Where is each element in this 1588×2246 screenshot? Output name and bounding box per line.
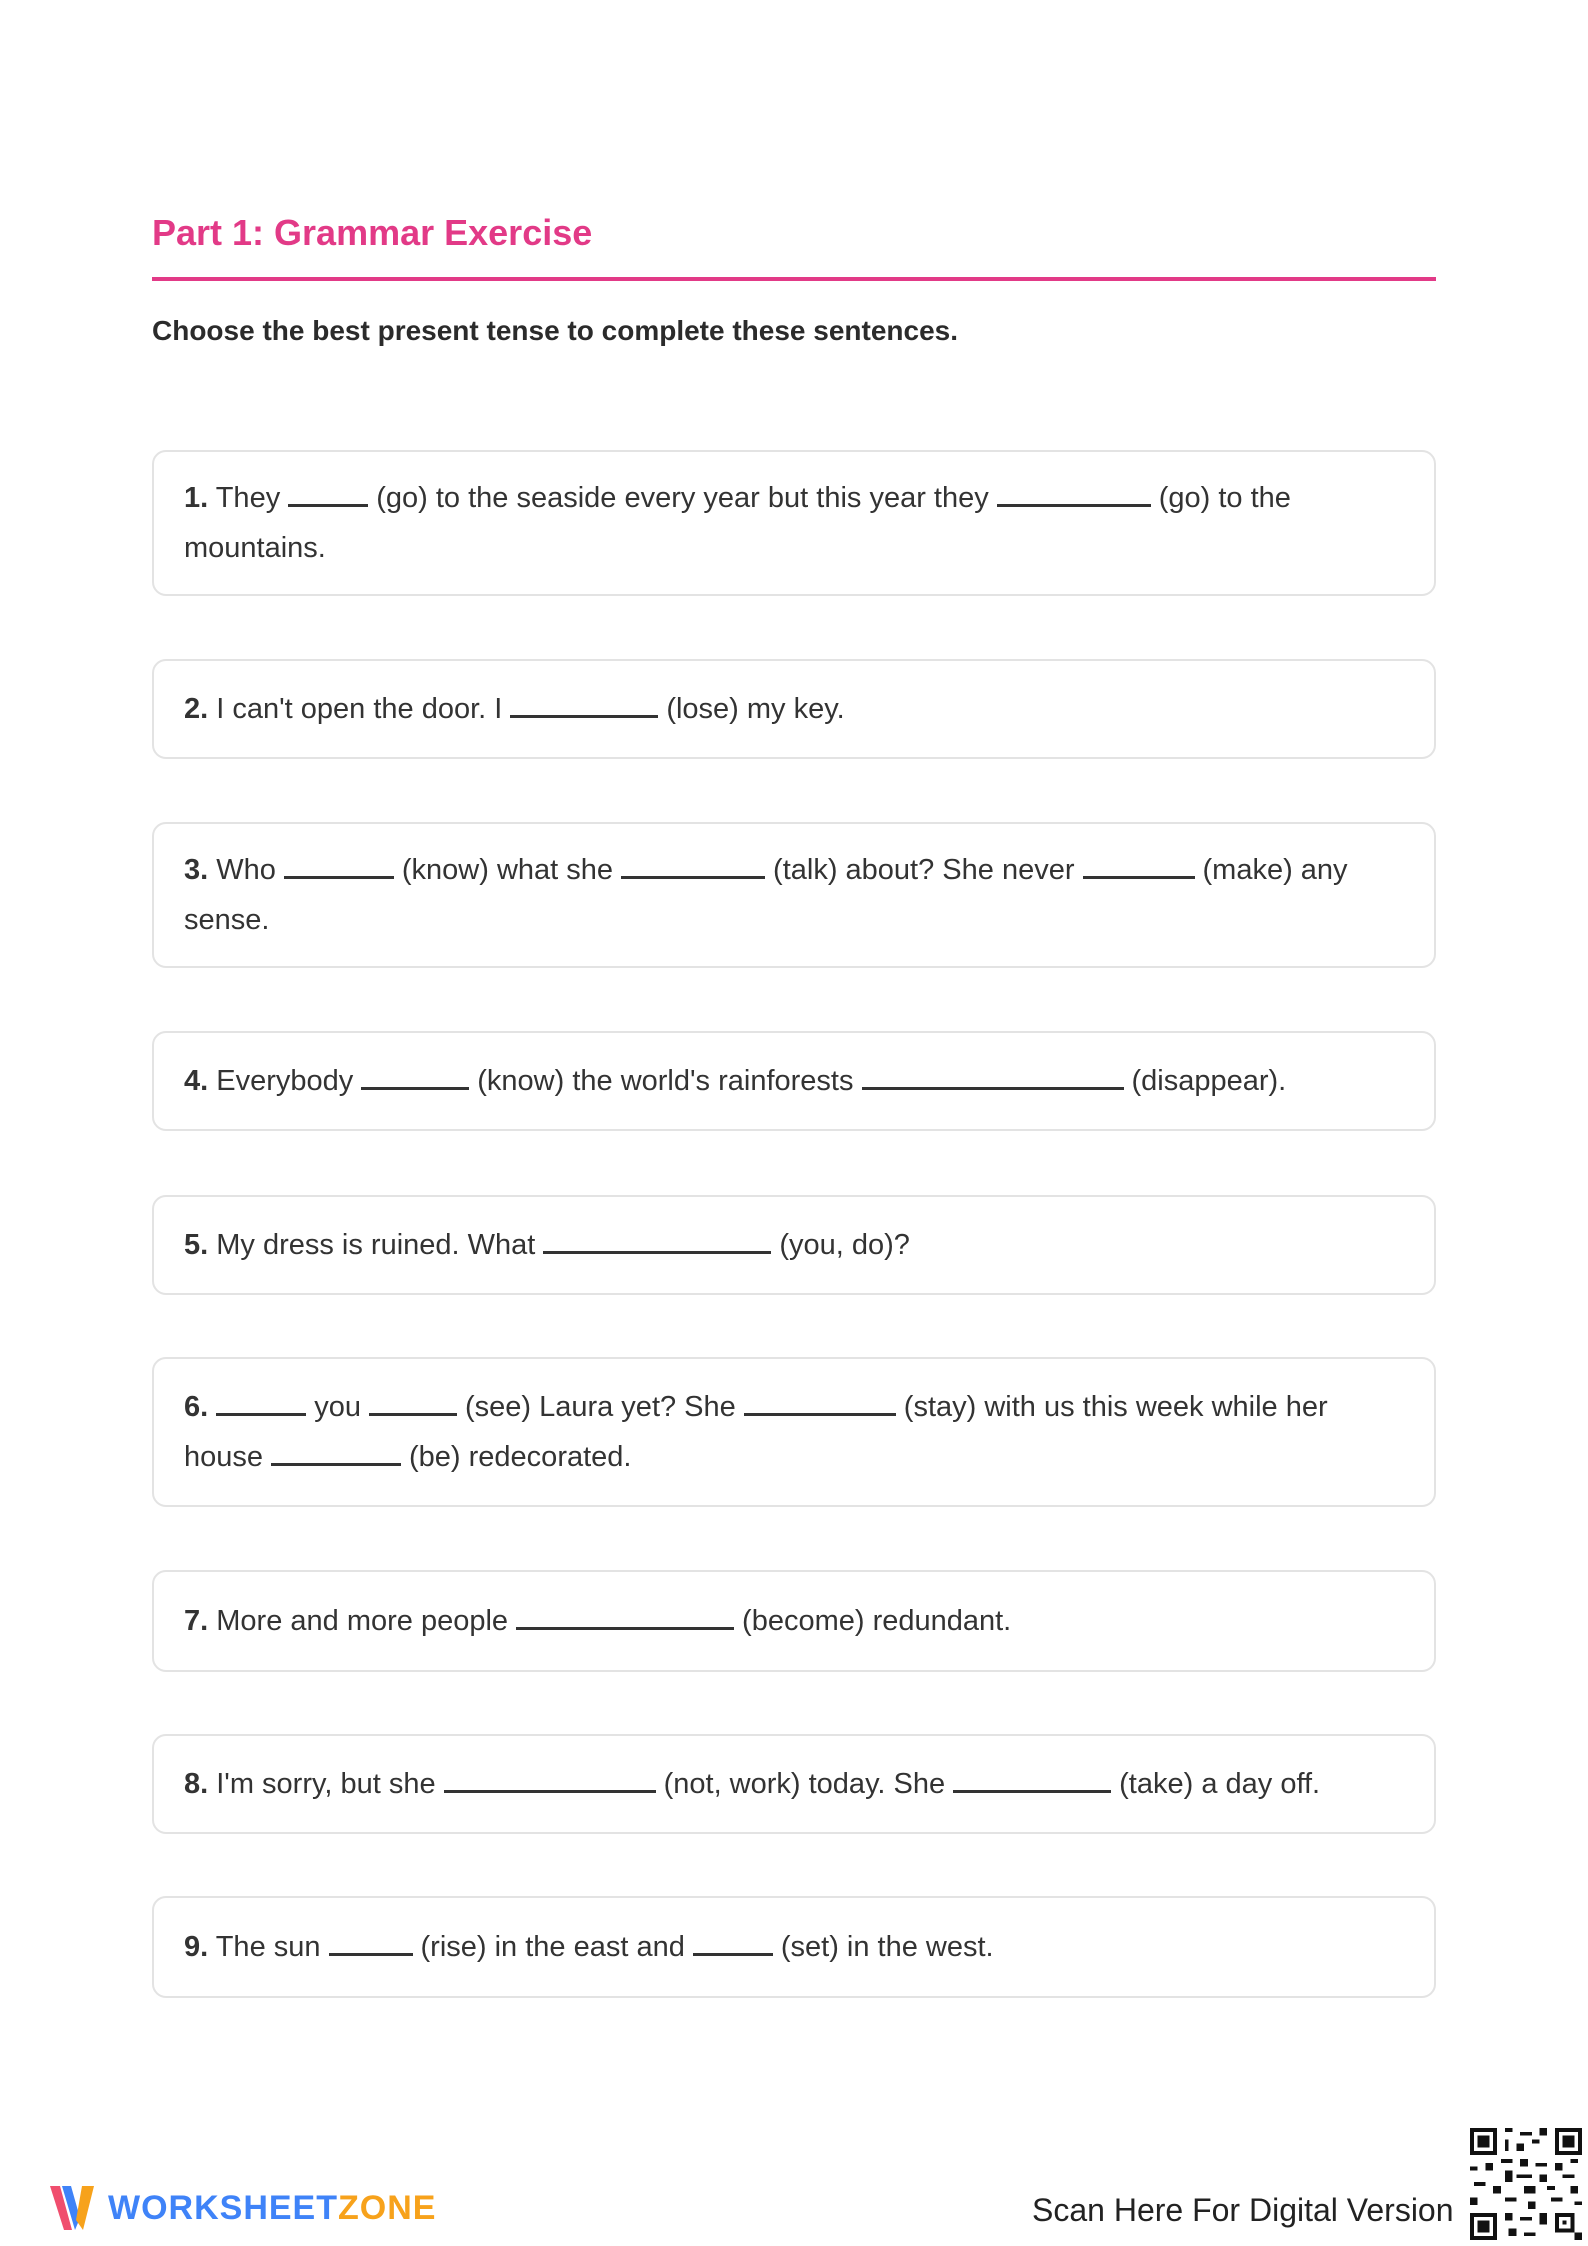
sentence-part: (rise) in the east and — [420, 1931, 685, 1963]
exercise-text — [184, 1759, 1404, 1809]
answer-blank[interactable] — [444, 1766, 656, 1793]
sentence-part: (disappear). — [1131, 1065, 1287, 1097]
exercise-text — [184, 1220, 1404, 1270]
exercise-card-5 — [152, 1195, 1436, 1295]
sentence-part: (become) redundant. — [742, 1605, 1012, 1637]
sentence-part: Who — [208, 854, 276, 886]
sentence-part: (know) what she — [401, 854, 614, 886]
brand-logo — [50, 2180, 436, 2236]
sentence-part: (know) the world's rainforests — [477, 1065, 854, 1097]
sentence-part: (go) to the seaside every year but this year they — [376, 482, 989, 514]
sentence-part: (take) a day off. — [1119, 1768, 1321, 1800]
exercise-card-4 — [152, 1031, 1436, 1131]
instructions: Choose the best present tense to complete these sentences. — [152, 315, 959, 346]
sentence-part: (lose) my key. — [666, 693, 845, 725]
answer-blank[interactable] — [543, 1227, 771, 1254]
sentence-part: I'm sorry, but she — [208, 1768, 436, 1800]
exercise-text — [184, 684, 1404, 734]
answer-blank[interactable] — [361, 1063, 469, 1090]
exercise-card-6 — [152, 1357, 1436, 1507]
sentence-part: (see) Laura yet? She — [464, 1391, 736, 1423]
page-title: Part 1: Grammar Exercise — [152, 212, 593, 253]
exercise-number: 4. — [184, 1065, 209, 1097]
answer-blank[interactable] — [271, 1439, 401, 1466]
exercise-card-8 — [152, 1734, 1436, 1834]
logo-icon — [50, 2180, 94, 2236]
sentence-part: (go) to the mountains. — [184, 482, 1291, 564]
exercise-number: 1. — [184, 482, 209, 514]
sentence-part: (set) in the west. — [780, 1931, 994, 1963]
answer-blank[interactable] — [284, 852, 394, 879]
exercise-number: 7. — [184, 1605, 209, 1637]
exercise-number: 8. — [184, 1768, 209, 1800]
sentence-part: (make) any sense. — [184, 854, 1348, 936]
sentence-part: The sun — [208, 1931, 321, 1963]
answer-blank[interactable] — [216, 1389, 306, 1416]
answer-blank[interactable] — [1083, 852, 1195, 879]
qr-code-icon[interactable] — [1470, 2128, 1582, 2240]
sentence-part: Everybody — [208, 1065, 354, 1097]
scan-caption: Scan Here For Digital Version — [1032, 2192, 1454, 2228]
answer-blank[interactable] — [329, 1929, 413, 1956]
exercise-text — [184, 473, 1404, 573]
sentence-part: (stay) with us this week while her house — [184, 1391, 1328, 1473]
exercise-number: 5. — [184, 1229, 209, 1261]
sentence-part: you — [314, 1391, 361, 1423]
exercise-text — [184, 1922, 1404, 1972]
sentence-part: (you, do)? — [779, 1229, 910, 1261]
exercise-card-2 — [152, 659, 1436, 759]
sentence-part: (talk) about? She never — [773, 854, 1075, 886]
title-divider — [152, 277, 1436, 281]
exercise-number: 6. — [184, 1391, 209, 1423]
exercise-number: 2. — [184, 693, 209, 725]
exercise-number: 3. — [184, 854, 209, 886]
exercise-text — [184, 1382, 1404, 1482]
exercise-number: 9. — [184, 1931, 209, 1963]
answer-blank[interactable] — [288, 480, 368, 507]
exercise-text — [184, 1056, 1404, 1106]
answer-blank[interactable] — [510, 691, 658, 718]
sentence-part: (be) redecorated. — [409, 1441, 632, 1473]
exercise-card-9 — [152, 1896, 1436, 1998]
answer-blank[interactable] — [862, 1063, 1124, 1090]
exercise-card-1 — [152, 450, 1436, 596]
exercise-text — [184, 845, 1404, 945]
sentence-part: (not, work) today. She — [663, 1768, 946, 1800]
answer-blank[interactable] — [744, 1389, 896, 1416]
exercise-text — [184, 1596, 1404, 1646]
exercise-card-3 — [152, 822, 1436, 968]
sentence-part: I can't open the door. I — [208, 693, 503, 725]
answer-blank[interactable] — [953, 1766, 1111, 1793]
answer-blank[interactable] — [369, 1389, 457, 1416]
answer-blank[interactable] — [516, 1603, 734, 1630]
answer-blank[interactable] — [621, 852, 765, 879]
answer-blank[interactable] — [693, 1929, 773, 1956]
sentence-part: My dress is ruined. What — [208, 1229, 536, 1261]
answer-blank[interactable] — [997, 480, 1151, 507]
sentence-part: More and more people — [208, 1605, 509, 1637]
sentence-part: They — [208, 482, 281, 514]
exercise-card-7 — [152, 1570, 1436, 1672]
brand-name: WORKSHEETZONE — [108, 2188, 437, 2227]
